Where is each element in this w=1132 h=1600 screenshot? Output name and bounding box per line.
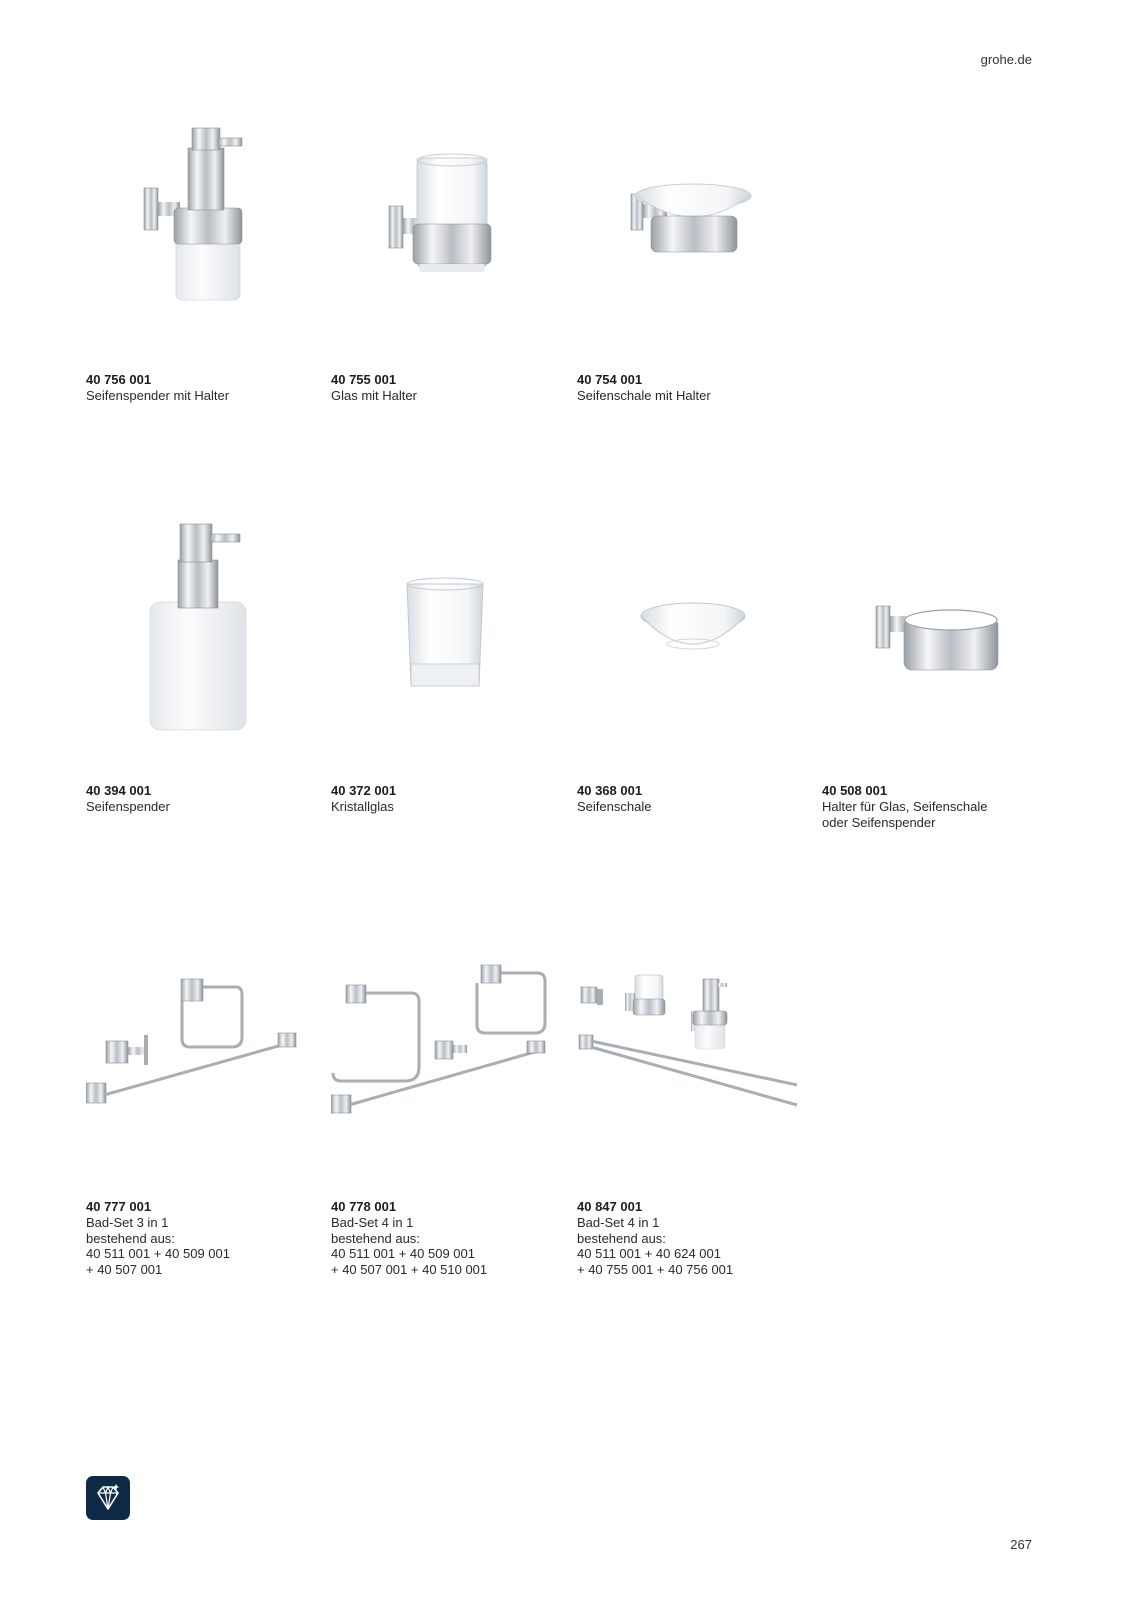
product-description: Bad-Set 3 in 1 bestehend aus: 40 511 001 + 40 509 001 + 40 507 001 [86, 1215, 230, 1277]
product-code: 40 777 001 [86, 1199, 152, 1214]
bath-set-4in1-icon [331, 935, 571, 1185]
product-description: Kristallglas [331, 799, 394, 814]
soap-dispenser-icon [86, 520, 326, 770]
product-description: Seifenschale [577, 799, 652, 814]
soap-dish-with-holder-icon [577, 110, 817, 360]
glass-with-holder-icon [331, 110, 571, 360]
product-code: 40 368 001 [577, 783, 643, 798]
soap-dish-icon [577, 520, 817, 770]
product-description: Bad-Set 4 in 1 bestehend aus: 40 511 001 + 40 624 001 + 40 755 001 + 40 756 001 [577, 1215, 734, 1277]
bath-set-3in1-icon [86, 935, 326, 1185]
product-description: Bad-Set 4 in 1 bestehend aus: 40 511 001 + 40 509 001 + 40 507 001 + 40 510 001 [331, 1215, 488, 1277]
page-number: 267 [1010, 1537, 1032, 1552]
crystal-glass-icon [331, 520, 571, 770]
bath-set-4in1-dispenser-icon [577, 935, 817, 1185]
product-description: Seifenspender [86, 799, 170, 814]
product-description: Glas mit Halter [331, 388, 417, 403]
holder-ring-icon [822, 520, 1062, 770]
product-code: 40 754 001 [577, 372, 643, 387]
product-code: 40 508 001 [822, 783, 888, 798]
product-description: Seifenspender mit Halter [86, 388, 230, 403]
product-code: 40 755 001 [331, 372, 397, 387]
product-code: 40 778 001 [331, 1199, 397, 1214]
product-code: 40 394 001 [86, 783, 152, 798]
site-url: grohe.de [980, 52, 1032, 67]
product-code: 40 372 001 [331, 783, 397, 798]
product-description: Halter für Glas, Seifenschale oder Seifenspender [822, 799, 988, 830]
product-code: 40 847 001 [577, 1199, 643, 1214]
soap-dispenser-with-holder-icon [86, 110, 326, 360]
product-code: 40 756 001 [86, 372, 152, 387]
diamond-icon [86, 1476, 130, 1520]
product-description: Seifenschale mit Halter [577, 388, 711, 403]
